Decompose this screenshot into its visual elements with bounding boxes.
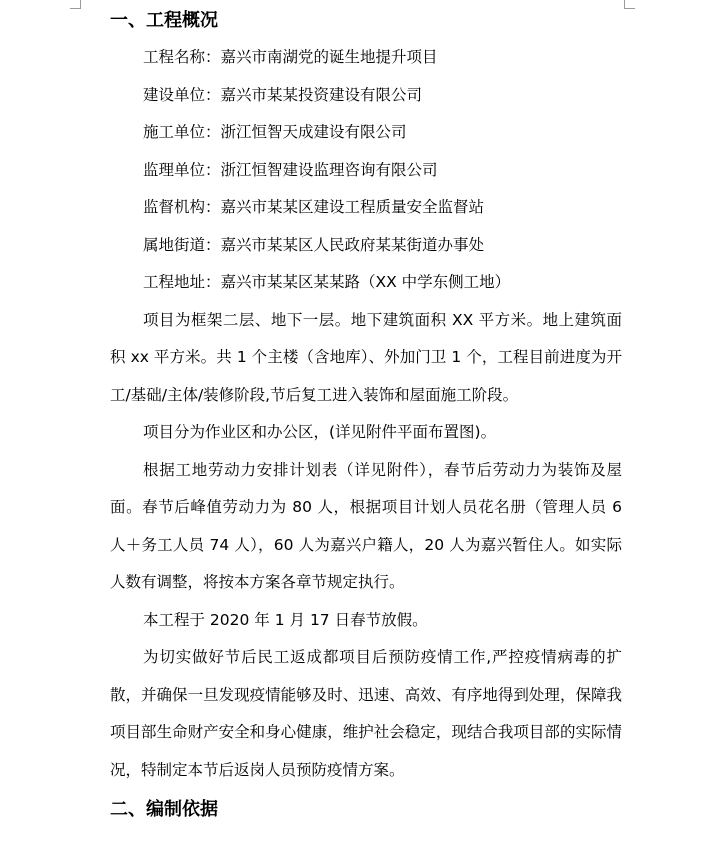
field-value: 嘉兴市某某区建设工程质量安全监督站 xyxy=(220,198,485,216)
field-label: 监理单位： xyxy=(143,160,221,179)
field-value: 浙江恒智天成建设有限公司 xyxy=(220,123,407,141)
field-value: 嘉兴市某某区某某路（XX 中学东侧工地） xyxy=(220,273,511,291)
margin-corner-mark-left xyxy=(70,0,81,9)
field-project-address xyxy=(110,264,622,302)
field-value: 嘉兴市某某区人民政府某某街道办事处 xyxy=(220,235,485,254)
paragraph-epidemic-prevention: 为切实做好节后民工返成都项目后预防疫情工作,严控疫情病毒的扩散，并确保一旦发现疫情能够及时、迅速、高效、有序地得到处理，保障我项目部生命财产安全和身心健康，维护社会稳定，现结合我项目部的实际情况，特制定本节后返岗人员预防疫情方案。 xyxy=(110,648,622,779)
paragraph-project-structure: 项目为框架二层、地下一层。地下建筑面积 XX 平方米。地上建筑面积 xx 平方米。共 1 个主楼（含地库）、外加门卫 1 个，工程目前进度为开工/基础/主体/装修阶段,节后复工进入装饰和屋面施工阶段。 xyxy=(110,310,622,404)
field-label: 监督机构： xyxy=(143,198,221,216)
section-heading-basis: 二、编制依据 xyxy=(110,799,218,820)
field-label: 工程地址： xyxy=(143,273,221,291)
field-oversight-agency xyxy=(110,189,622,227)
field-project-name xyxy=(110,39,622,77)
field-value: 嘉兴市南湖党的诞生地提升项目 xyxy=(220,48,438,66)
field-label: 属地街道： xyxy=(143,235,221,254)
field-value: 浙江恒智建设监理咨询有限公司 xyxy=(220,160,438,179)
document-body xyxy=(110,2,622,828)
field-supervisor xyxy=(110,152,622,190)
field-contractor xyxy=(110,114,622,152)
paragraph-holiday-date: 本工程于 2020 年 1 月 17 日春节放假。 xyxy=(143,610,428,629)
paragraph-work-areas: 项目分为作业区和办公区，(详见附件平面布置图)。 xyxy=(143,423,497,441)
field-label: 建设单位： xyxy=(143,85,221,104)
field-label: 工程名称： xyxy=(143,48,221,66)
paragraph-labor-plan: 根据工地劳动力安排计划表（详见附件），春节后劳动力为装饰及屋面。春节后峰值劳动力为 80 人，根据项目计划人员花名册（管理人员 6 人＋务工人员 74 人），60 人为嘉兴户籍人，20 人为嘉兴暂住人。如实际人数有调整，将按本方案各章节规定执行。 xyxy=(110,460,622,591)
field-local-subdistrict xyxy=(110,227,622,265)
margin-corner-mark-right xyxy=(624,0,635,9)
field-construction-owner xyxy=(110,77,622,115)
field-label: 施工单位： xyxy=(143,123,221,141)
field-value: 嘉兴市某某投资建设有限公司 xyxy=(220,85,423,104)
section-heading-project-overview: 一、工程概况 xyxy=(110,10,218,31)
